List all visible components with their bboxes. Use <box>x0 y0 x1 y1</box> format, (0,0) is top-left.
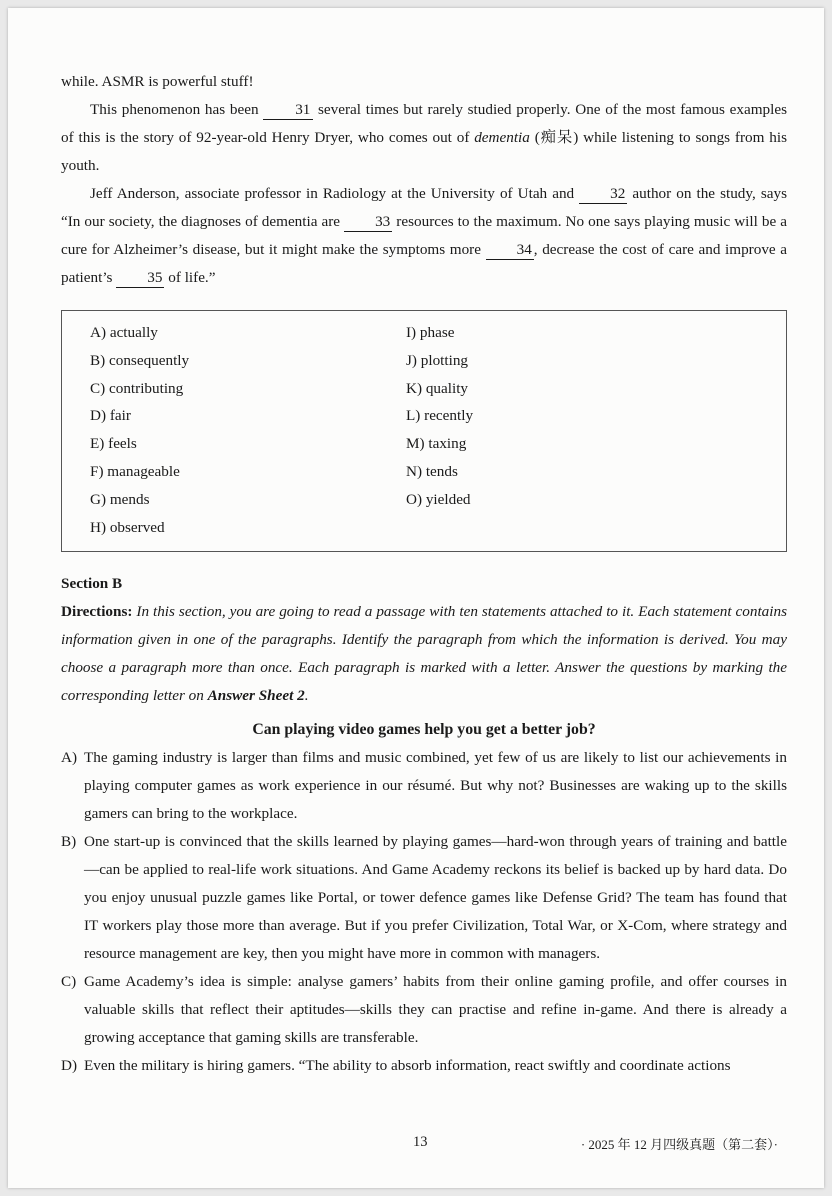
paragraph-blanks-32-35 <box>61 180 787 292</box>
text-run: Jeff Anderson, associate professor in Radiology at the University of Utah and <box>90 185 580 202</box>
word-option: E) feels <box>90 435 137 453</box>
word-option: F) manageable <box>90 462 180 480</box>
passage-paragraph <box>61 1052 787 1080</box>
chinese-gloss: (痴呆) <box>529 129 579 146</box>
word-option: B) consequently <box>90 351 190 369</box>
text-run: This phenomenon has been <box>90 101 264 118</box>
exam-label: · 2025 年 12 月四级真题（第二套）· <box>580 1137 778 1152</box>
text-run: , decrease the cost of care and improve a patient’s <box>61 241 788 286</box>
term-dementia: dementia <box>474 129 530 146</box>
blank-34: 34 <box>486 241 534 260</box>
text-run: several times but rarely studied properly. One of the most famous examples of this is the story of 92-year-old Henry Dryer, who comes out of <box>61 101 787 146</box>
text-run: author on the study, says “In our society, the diagnoses of dementia are <box>61 185 787 230</box>
page-footer <box>8 1134 824 1154</box>
paragraph-letter: A) <box>61 749 78 766</box>
blank-32: 32 <box>579 185 627 204</box>
word-bank-right-column <box>406 319 473 514</box>
passage-title: Can playing video games help you get a better job? <box>252 721 596 738</box>
passage-paragraph <box>61 968 787 1052</box>
word-option: I) phase <box>406 324 455 341</box>
word-option: C) contributing <box>90 379 184 397</box>
word-option: L) recently <box>406 407 474 425</box>
answer-sheet-label: Answer Sheet 2 <box>207 687 305 704</box>
word-option: K) quality <box>406 379 469 397</box>
directions <box>61 598 787 710</box>
section-title: Section B <box>61 575 123 592</box>
blank-33: 33 <box>344 213 392 232</box>
text-run: . <box>304 687 309 704</box>
paragraph-text: The gaming industry is larger than films and music combined, yet few of us are likely to list our achievements in playing computer games as work experience in our résumé. But why not? Businesses are waking up to the skills gamers can bring to the workplace. <box>84 749 787 822</box>
directions-text: In this section, you are going to read a passage with ten statements attached to it. Each statement contains information given in one of the paragraphs. Identify the paragraph from which the information is derived. You may choose a paragraph more than once. Each paragraph is marked with a letter. Answer the questions by marking the corresponding letter on <box>61 603 787 704</box>
paragraph-letter: C) <box>61 973 77 990</box>
word-option: J) plotting <box>406 351 469 369</box>
paragraph-text: One start-up is convinced that the skills learned by playing games—hard-won through years of training and battle—can be applied to real-life work situations. And Game Academy reckons its belief is backed up by hard data. Do you enjoy unusual puzzle games like Portal, or tower defence games like Defense Grid? The team has found that IT workers play those more than average. But if you prefer Civilization, Total War, or X-Com, where strategy and resource management are key, then you might have more in common with managers. <box>84 833 787 962</box>
paragraph-letter: D) <box>61 1057 78 1074</box>
paragraph-text: Game Academy’s idea is simple: analyse gamers’ habits from their online gaming profile, and offer courses in valuable skills that reflect their aptitudes—skills they can practise and refine in-game. And there is already a growing acceptance that gaming skills are transferable. <box>84 973 787 1046</box>
passage-paragraph <box>61 744 787 828</box>
word-option: H) observed <box>90 518 165 536</box>
passage-paragraph <box>61 828 787 968</box>
word-option: N) tends <box>406 462 458 480</box>
word-option: O) yielded <box>406 490 471 508</box>
page-content <box>61 68 787 1080</box>
text-run: of life.” <box>164 269 216 286</box>
word-option: A) actually <box>90 324 158 341</box>
exam-page <box>8 8 824 1188</box>
word-bank-left-column <box>90 319 189 541</box>
directions-label: Directions: <box>61 603 133 620</box>
word-bank-box <box>61 310 787 552</box>
page-number: 13 <box>413 1134 428 1150</box>
text-run: resources to the maximum. No one says playing music will be a cure for Alzheimer’s disease, but it might make the symptoms more <box>61 213 787 258</box>
paragraph-letter: B) <box>61 833 77 850</box>
word-option: M) taxing <box>406 435 467 453</box>
passage-line: while. ASMR is powerful stuff! <box>61 73 254 90</box>
blank-35: 35 <box>116 269 164 288</box>
blank-31: 31 <box>263 101 313 120</box>
word-option: G) mends <box>90 490 150 508</box>
word-option: D) fair <box>90 407 131 425</box>
paragraph-blank-31 <box>61 96 787 180</box>
text-run: while listening to songs from his youth. <box>61 129 787 174</box>
paragraph-text: Even the military is hiring gamers. “The ability to absorb information, react swiftly and coordinate actions <box>84 1057 731 1074</box>
